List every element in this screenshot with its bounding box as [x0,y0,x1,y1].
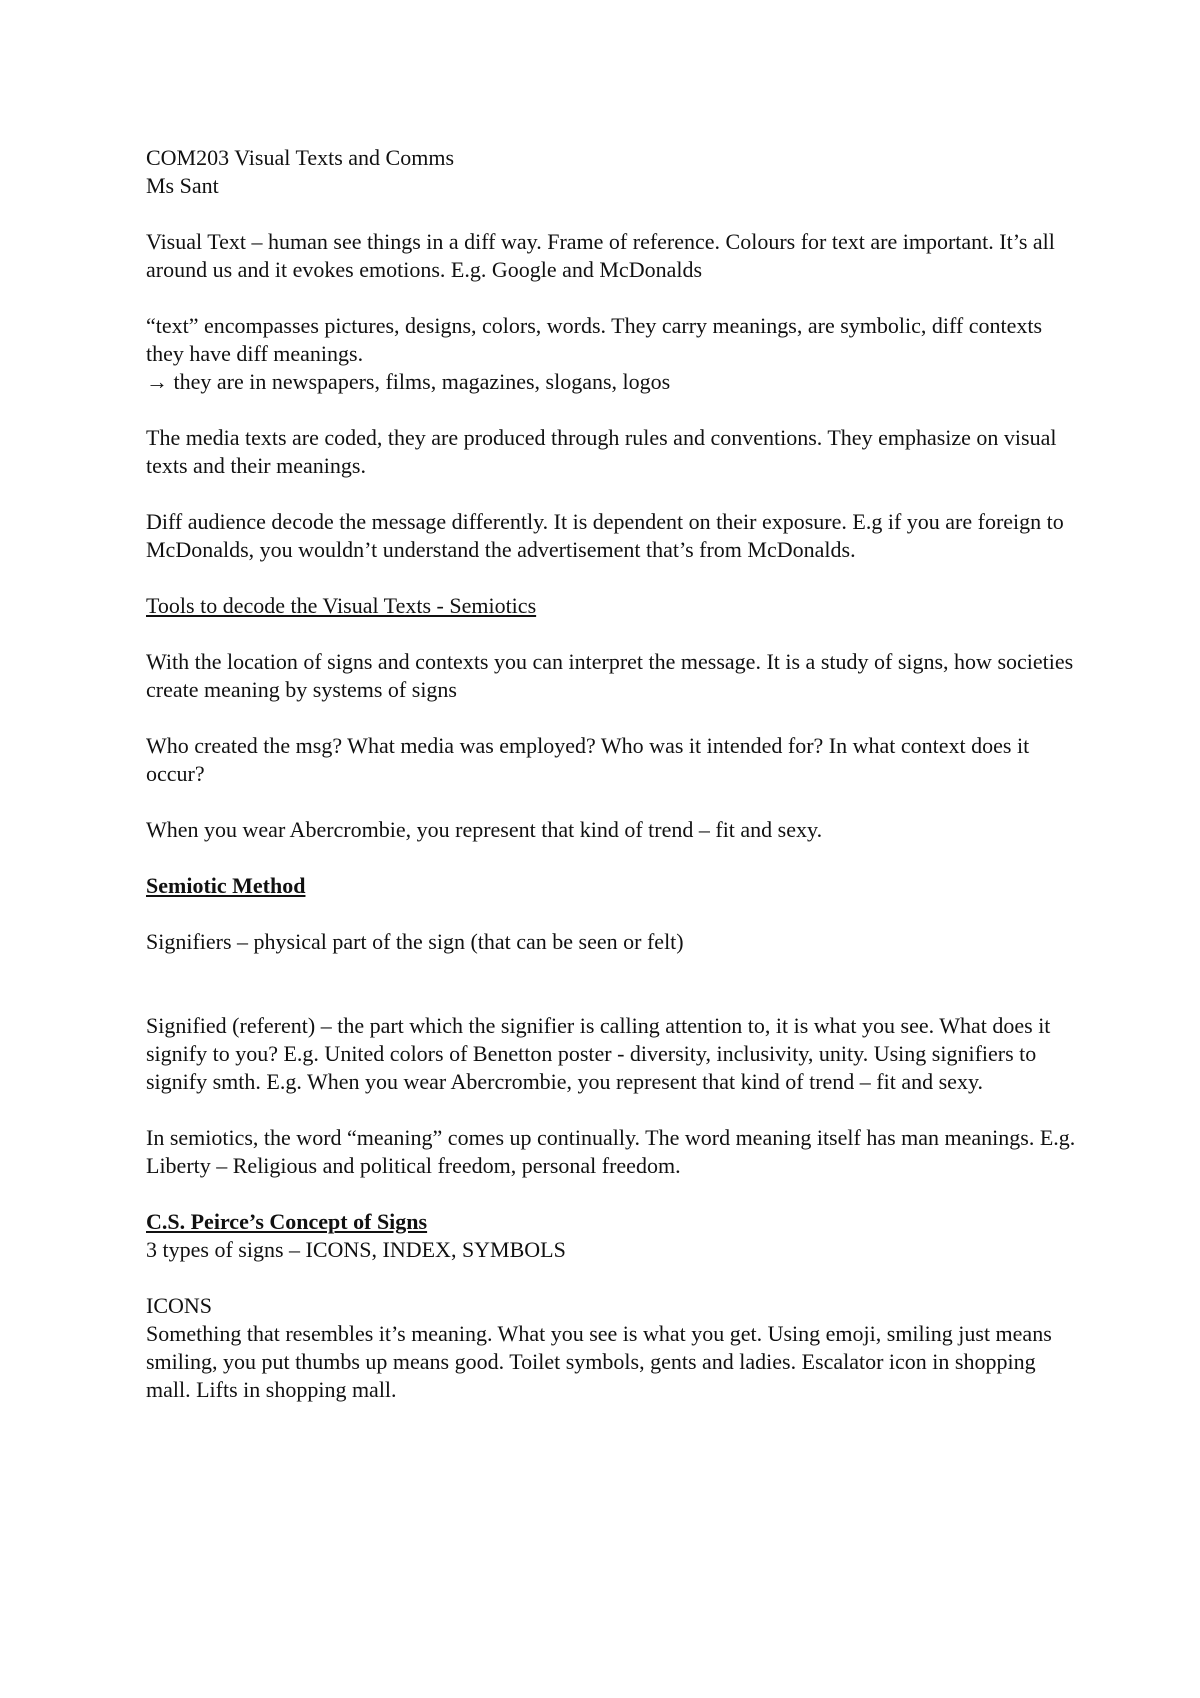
lecturer-name: Ms Sant [146,173,219,198]
semiotic-method-heading: Semiotic Method [146,873,306,898]
paragraph-location-signs: With the location of signs and contexts you can interpret the message. It is a study of signs, how societies create meaning by systems of signs [146,649,1074,702]
course-title: COM203 Visual Texts and Comms [146,145,455,170]
paragraph-text-encompasses: “text” encompasses pictures, designs, colors, words. They carry meanings, are symbolic, diff contexts they have diff meanings. [146,313,1043,366]
paragraph-abercrombie: When you wear Abercrombie, you represent that kind of trend – fit and sexy. [146,817,823,842]
paragraph-signifiers: Signifiers – physical part of the sign (that can be seen or felt) [146,929,684,954]
document-page [146,144,1076,1432]
paragraph-audience: Diff audience decode the message differently. It is dependent on their exposure. E.g if you are foreign to McDonalds, you wouldn’t understand the advertisement that’s from McDonalds. [146,509,1064,562]
paragraph-questions: Who created the msg? What media was employed? Who was it intended for? In what context does it occur? [146,733,1030,786]
peirce-heading: C.S. Peirce’s Concept of Signs [146,1209,428,1234]
paragraph-visual-text: Visual Text – human see things in a diff way. Frame of reference. Colours for text are important. It’s all around us and it evokes emotions. E.g. Google and McDonalds [146,229,1055,282]
paragraph-types-of-signs: 3 types of signs – ICONS, INDEX, SYMBOLS [146,1237,566,1262]
icons-heading: ICONS [146,1293,213,1318]
paragraph-text-arrow-line: → they are in newspapers, films, magazines, slogans, logos [146,369,671,394]
paragraph-media-texts: The media texts are coded, they are produced through rules and conventions. They emphasize on visual texts and their meanings. [146,425,1057,478]
paragraph-icons-text: Something that resembles it’s meaning. What you see is what you get. Using emoji, smiling just means smiling, you put thumbs up means good. Toilet symbols, gents and ladies. Escalator icon in shopping mall. Lifts in shopping mall. [146,1321,1052,1402]
paragraph-meaning: In semiotics, the word “meaning” comes up continually. The word meaning itself has man meanings. E.g. Liberty – Religious and political freedom, personal freedom. [146,1125,1076,1178]
paragraph-signified: Signified (referent) – the part which the signifier is calling attention to, it is what you see. What does it signify to you? E.g. United colors of Benetton poster - diversity, inclusivity, unity. Using signifiers to signify smth. E.g. When you wear Abercrombie, you represent that kind of trend – fit and sexy. [146,1013,1051,1094]
tools-heading: Tools to decode the Visual Texts - Semiotics [146,593,537,618]
